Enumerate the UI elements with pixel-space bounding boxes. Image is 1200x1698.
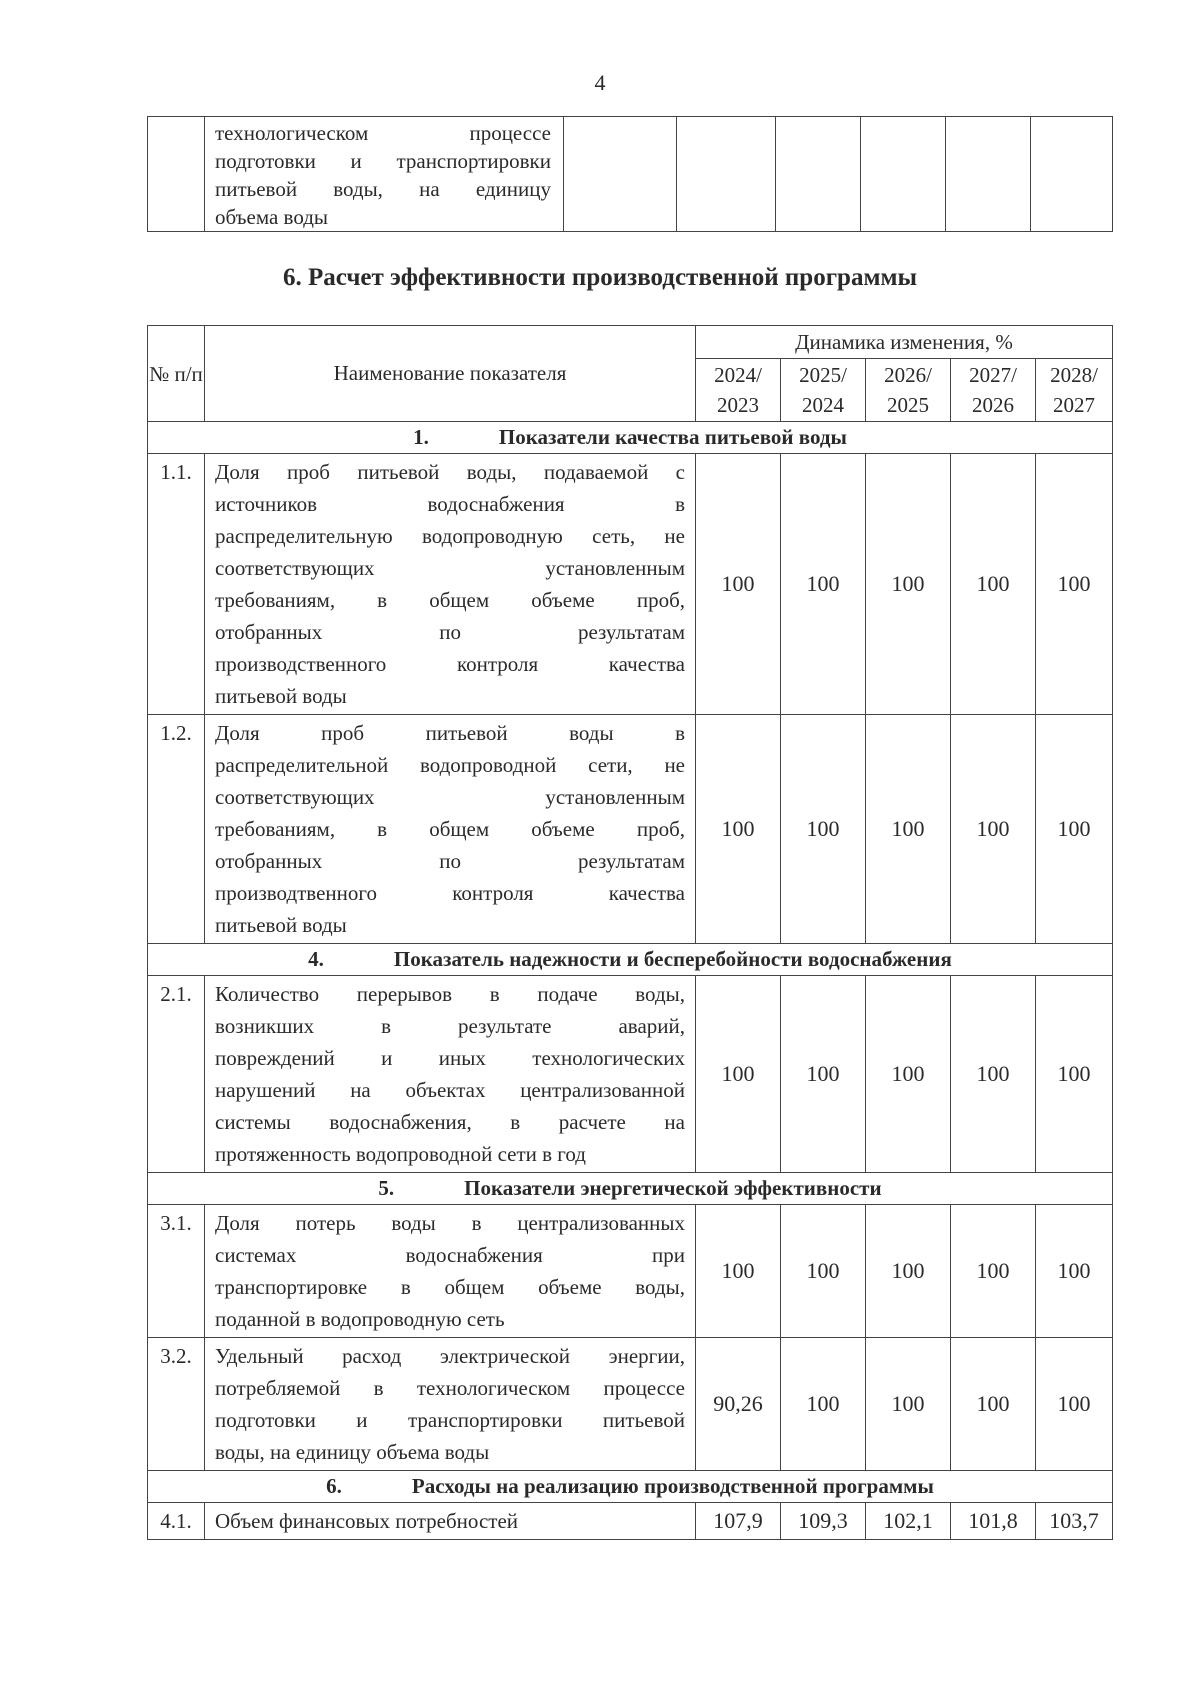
text-line: Доля потерь воды в централизованных [215, 1211, 685, 1235]
value-cell: 100 [696, 715, 781, 944]
value-cell: 101,8 [951, 1503, 1036, 1540]
efficiency-table [147, 325, 1113, 1540]
section-row [148, 422, 1113, 454]
empty-cell [946, 117, 1031, 232]
header-indicator-name: Наименование показателя [205, 326, 696, 422]
text-line: технологическом процессе [215, 121, 551, 145]
carry-over-table [147, 116, 1113, 232]
table-row [148, 715, 1113, 944]
section-number: 6. [326, 1474, 342, 1498]
section-heading [148, 422, 1113, 454]
table-body [148, 422, 1113, 1540]
text-line: воды, на единицу объема воды [215, 1440, 490, 1464]
indicator-name [205, 976, 696, 1173]
header-year: 2027/ 2026 [951, 359, 1036, 422]
text-line: Количество перерывов в подаче воды, [215, 982, 685, 1006]
section-heading [148, 1173, 1113, 1205]
value-cell: 100 [866, 1205, 951, 1338]
text-line: протяженность водопроводной сети в год [215, 1142, 586, 1166]
text-line: объема воды [215, 205, 329, 229]
text-line: системах водоснабжения при [215, 1243, 685, 1267]
value-cell: 100 [696, 1205, 781, 1338]
empty-cell [776, 117, 861, 232]
row-number: 4.1. [148, 1503, 205, 1540]
text-line: питьевой воды [215, 684, 347, 708]
text-line: Доля проб питьевой воды в [215, 721, 685, 745]
value-cell: 100 [866, 454, 951, 715]
section-title-text: Показатели качества питьевой воды [498, 425, 847, 449]
header-year: 2024/ 2023 [696, 359, 781, 422]
header-dynamics: Динамика изменения, % [696, 326, 1113, 359]
text-line: производтвенного контроля качества [215, 881, 685, 905]
text-line: соответствующих установленным [215, 556, 685, 580]
row-number: 2.1. [148, 976, 205, 1173]
indicator-name [205, 715, 696, 944]
text-line: подготовки и транспортировки [215, 149, 551, 173]
text-line: системы водоснабжения, в расчете на [215, 1110, 685, 1134]
value-cell: 100 [866, 1338, 951, 1471]
indicator-name [205, 1205, 696, 1338]
value-cell: 100 [696, 454, 781, 715]
table-row [148, 117, 1113, 232]
header-year: 2026/ 2025 [866, 359, 951, 422]
text-line: нарушений на объектах централизованной [215, 1078, 685, 1102]
value-cell: 109,3 [781, 1503, 866, 1540]
text-line: отобранных по результатам [215, 620, 685, 644]
text-line: распределительную водопроводную сеть, не [215, 524, 685, 548]
table-row [148, 1205, 1113, 1338]
value-cell: 100 [1036, 454, 1113, 715]
carry-description-cell [205, 117, 564, 232]
text-line: потребляемой в технологическом процессе [215, 1376, 685, 1400]
indicator-name [205, 1503, 696, 1540]
value-cell: 100 [951, 976, 1036, 1173]
section-heading [148, 1471, 1113, 1503]
page-number: 4 [594, 70, 606, 95]
header-year: 2028/ 2027 [1036, 359, 1113, 422]
section-number: 4. [308, 947, 324, 971]
value-cell: 103,7 [1036, 1503, 1113, 1540]
empty-cell [564, 117, 677, 232]
value-cell: 100 [781, 715, 866, 944]
row-number: 1.2. [148, 715, 205, 944]
value-cell: 100 [951, 454, 1036, 715]
section-title-text: Показатель надежности и бесперебойности водоснабжения [393, 947, 952, 971]
text-line: требованиям, в общем объеме проб, [215, 588, 685, 612]
empty-cell [677, 117, 776, 232]
table-row [148, 454, 1113, 715]
empty-cell [1031, 117, 1113, 232]
header-row [148, 326, 1113, 359]
empty-cell [861, 117, 946, 232]
value-cell: 100 [781, 976, 866, 1173]
value-cell: 100 [1036, 1338, 1113, 1471]
section-title-text: Показатели энергетической эффективности [464, 1176, 882, 1200]
value-cell: 100 [1036, 1205, 1113, 1338]
section-row [148, 1471, 1113, 1503]
value-cell: 100 [696, 976, 781, 1173]
indicator-name [205, 1338, 696, 1471]
section-number: 1. [413, 425, 429, 449]
value-cell: 100 [781, 1338, 866, 1471]
text-line: возникших в результате аварий, [215, 1014, 685, 1038]
header-number: № п/п [148, 326, 205, 422]
carry-no-cell [148, 117, 205, 232]
text-line: Доля проб питьевой воды, подаваемой с [215, 460, 685, 484]
value-cell: 100 [781, 1205, 866, 1338]
text-line: поданной в водопроводную сеть [215, 1307, 505, 1331]
text-line: транспортировке в общем объеме воды, [215, 1275, 685, 1299]
section-title-text: Расходы на реализацию производственной программы [411, 1474, 934, 1498]
text-line: питьевой воды [215, 913, 347, 937]
header-year: 2025/ 2024 [781, 359, 866, 422]
indicator-name [205, 454, 696, 715]
text-line: подготовки и транспортировки питьевой [215, 1408, 685, 1432]
text-line: источников водоснабжения в [215, 492, 685, 516]
table-row [148, 1338, 1113, 1471]
text-line: Удельный расход электрической энергии, [215, 1344, 685, 1368]
text-line: производственного контроля качества [215, 652, 685, 676]
value-cell: 90,26 [696, 1338, 781, 1471]
value-cell: 100 [951, 1205, 1036, 1338]
table-row [148, 1503, 1113, 1540]
value-cell: 100 [951, 1338, 1036, 1471]
section-row [148, 1173, 1113, 1205]
section-heading [148, 944, 1113, 976]
section-number: 5. [378, 1176, 395, 1200]
value-cell: 100 [1036, 715, 1113, 944]
text-line: питьевой воды, на единицу [215, 177, 551, 201]
section-row [148, 944, 1113, 976]
value-cell: 100 [1036, 976, 1113, 1173]
text-line: Объем финансовых потребностей [215, 1509, 519, 1533]
text-line: требованиям, в общем объеме проб, [215, 817, 685, 841]
text-line: соответствующих установленным [215, 785, 685, 809]
value-cell: 100 [866, 976, 951, 1173]
value-cell: 107,9 [696, 1503, 781, 1540]
text-line: отобранных по результатам [215, 849, 685, 873]
value-cell: 100 [951, 715, 1036, 944]
section-title: 6. Расчет эффективности производственной программы [282, 264, 918, 291]
value-cell: 100 [866, 715, 951, 944]
row-number: 1.1. [148, 454, 205, 715]
text-line: распределительной водопроводной сети, не [215, 753, 685, 777]
value-cell: 100 [781, 454, 866, 715]
table-row [148, 976, 1113, 1173]
row-number: 3.1. [148, 1205, 205, 1338]
text-line: повреждений и иных технологических [215, 1046, 685, 1070]
value-cell: 102,1 [866, 1503, 951, 1540]
row-number: 3.2. [148, 1338, 205, 1471]
